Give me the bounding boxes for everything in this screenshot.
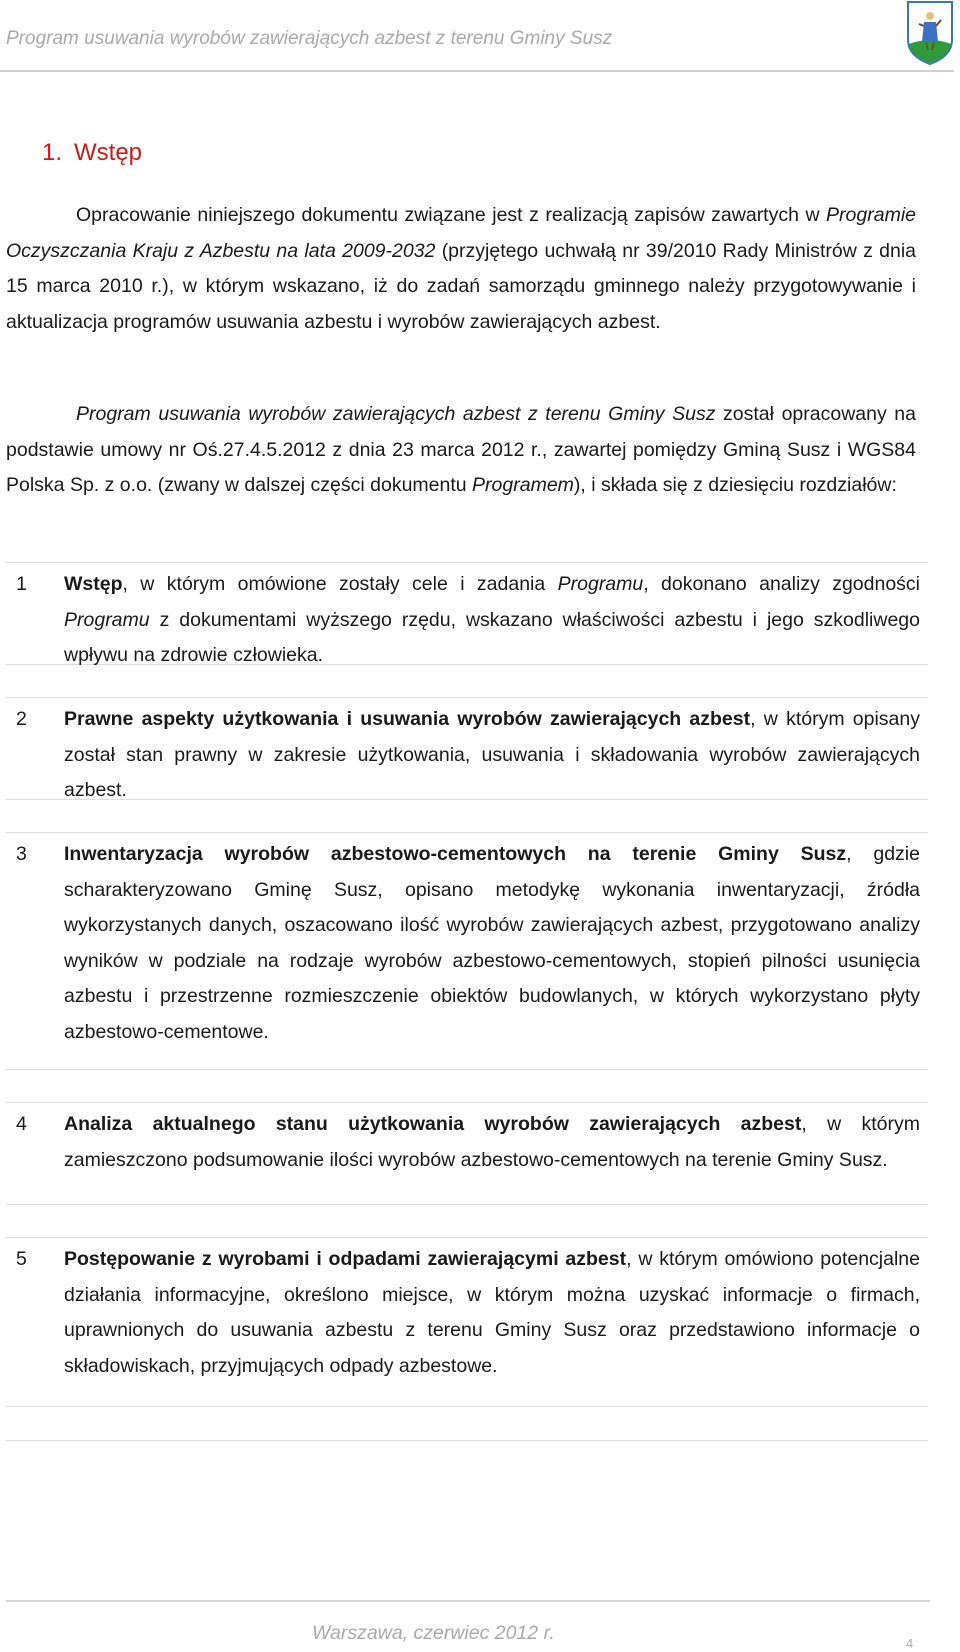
section-title: Wstęp bbox=[74, 139, 143, 166]
document-title: Program usuwania wyrobów zawierających azbest z terenu Gminy Susz bbox=[6, 28, 613, 49]
chapter-description bbox=[64, 1242, 920, 1384]
chapter-item-5 bbox=[6, 1237, 928, 1407]
intro-text: (przyjętego uchwałą nr 39/2010 Rady Ministrów z dnia 15 marca 2010 r.), w którym wskazano, iż do zadań samorządu gminnego należy przygotowywanie i aktualizacja programów usuwania azbestu i wyrobów zawierających azbest. bbox=[6, 239, 917, 333]
chapter-text: , gdzie scharakteryzowano Gminę Susz, opisano metodykę wykonania inwentaryzacji, źródła wykorzystanych danych, oszacowano ilość wyrobów zawierających azbest, przygotowano analizy wyników w podziale na rodzaje wyrobów azbestowo-cementowych, stopień pilności usunięcia azbestu i przestrzenne rozmieszczenie obiektów budowlanych, w których wykorzystano płyty azbestowo-cementowe. bbox=[64, 843, 920, 1043]
footer-place-date: Warszawa, czerwiec 2012 r. bbox=[312, 1622, 555, 1644]
chapter-description bbox=[64, 837, 920, 1050]
intro-program-title: Program usuwania wyrobów zawierających azbest z terenu Gminy Susz bbox=[76, 403, 716, 425]
footer-divider bbox=[6, 1600, 930, 1602]
chapter-number: 1 bbox=[16, 573, 27, 595]
chapter-description bbox=[64, 1107, 920, 1178]
chapter-title: Inwentaryzacja wyrobów azbestowo-cementowych na terenie Gminy Susz bbox=[64, 843, 847, 865]
chapter-description bbox=[64, 567, 920, 674]
chapter-item-4 bbox=[6, 1102, 928, 1205]
chapter-item-1 bbox=[6, 562, 928, 665]
page-number: 4 bbox=[906, 1636, 914, 1651]
intro-text: ), i składa się z dziesięciu rozdziałów: bbox=[573, 474, 897, 496]
chapter-text: , w którym omówiono potencjalne działania informacyjne, określono miejsce, w którym można uzyskać informacje o firmach, uprawnionych do usuwania azbestu z terenu Gminy Susz oraz przedstawiono informacje o składowiskach, przyjmujących odpady azbestowe. bbox=[64, 1248, 920, 1377]
chapter-number: 3 bbox=[16, 843, 27, 865]
chapter-text: , dokonano analizy zgodności bbox=[643, 573, 921, 595]
chapter-text: , w którym zamieszczono podsumowanie ilości wyrobów azbestowo-cementowych na terenie Gminy Susz. bbox=[64, 1113, 920, 1171]
list-end-divider bbox=[6, 1440, 928, 1441]
intro-text: został opracowany na podstawie umowy nr Oś.27.4.5.2012 z dnia 23 marca 2012 r., zawartej pomiędzy Gminą Susz i WGS84 Polska Sp. z o.o. (zwany w dalszej części dokumentu bbox=[6, 403, 916, 496]
chapter-text-italic: Programu bbox=[557, 573, 644, 595]
intro-program-name: Programie Oczyszczania Kraju z Azbestu na lata 2009-2032 bbox=[6, 204, 916, 262]
chapter-number: 2 bbox=[16, 708, 27, 730]
chapter-title: Wstęp bbox=[64, 573, 123, 595]
chapter-title: Prawne aspekty użytkowania i usuwania wyrobów zawierających azbest bbox=[64, 708, 751, 730]
chapter-description bbox=[64, 702, 920, 809]
intro-paragraph-1 bbox=[6, 198, 916, 340]
chapter-number: 4 bbox=[16, 1113, 27, 1135]
chapter-text: z dokumentami wyższego rzędu, wskazano właściwości azbestu i jego szkodliwego wpływu na zdrowie człowieka. bbox=[64, 608, 920, 666]
section-heading bbox=[42, 139, 142, 167]
intro-text: Opracowanie niniejszego dokumentu związane jest z realizacją zapisów zawartych w bbox=[76, 204, 827, 226]
municipal-coat-of-arms-icon bbox=[905, 0, 955, 66]
chapter-number: 5 bbox=[16, 1248, 27, 1270]
header-divider bbox=[0, 70, 954, 72]
chapter-text-italic: Programu bbox=[64, 608, 150, 631]
chapter-title: Postępowanie z wyrobami i odpadami zawierającymi azbest bbox=[64, 1248, 627, 1270]
chapter-item-3 bbox=[6, 832, 928, 1070]
intro-paragraph-2 bbox=[6, 397, 916, 504]
section-number: 1. bbox=[42, 139, 63, 166]
chapter-title: Analiza aktualnego stanu użytkowania wyrobów zawierających azbest bbox=[64, 1113, 802, 1135]
intro-program-term: Programem bbox=[472, 474, 574, 496]
chapter-item-2 bbox=[6, 697, 928, 800]
chapter-text: , w którym omówione zostały cele i zadania bbox=[122, 573, 558, 595]
chapter-text: , w którym opisany został stan prawny w zakresie użytkowania, usuwania i składowania wyrobów zawierających azbest. bbox=[64, 708, 920, 801]
